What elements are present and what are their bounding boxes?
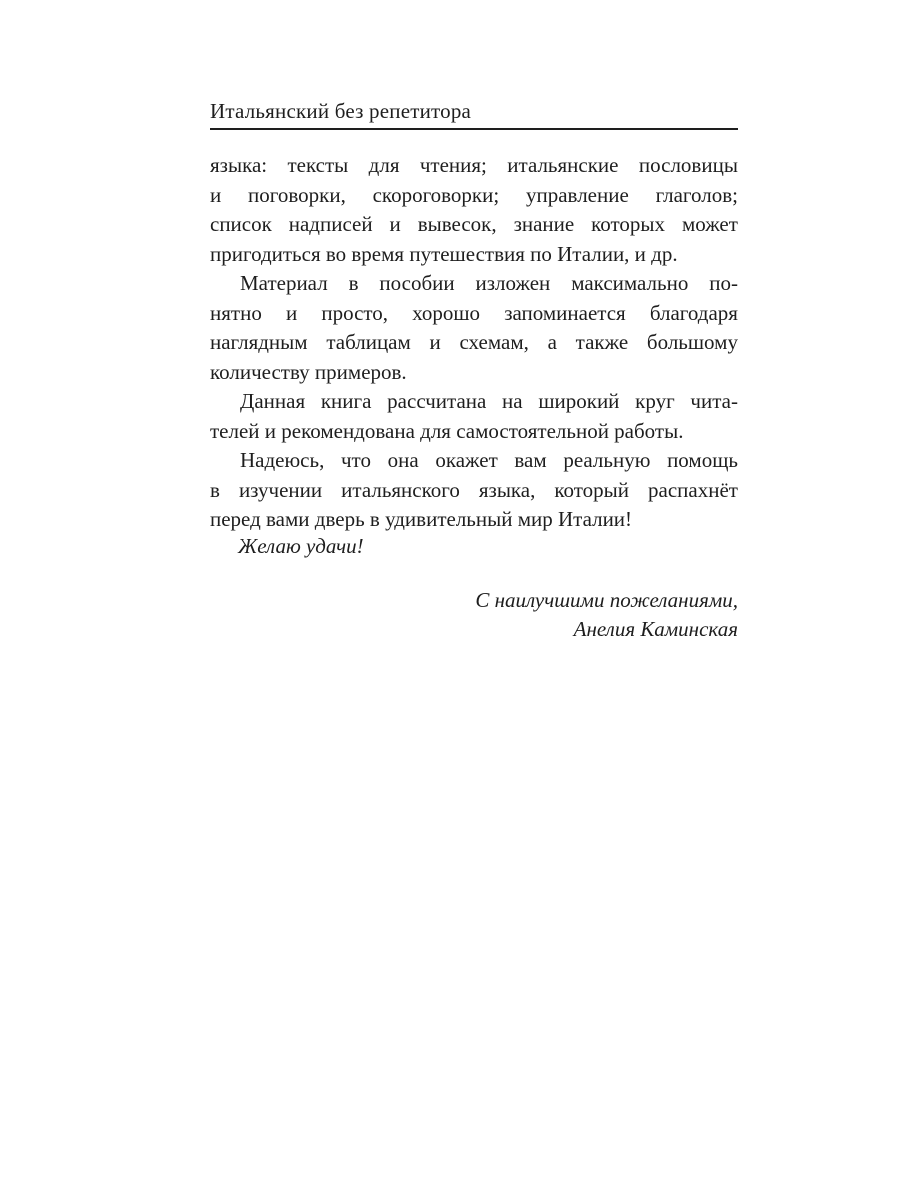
running-head: Итальянский без репетитора bbox=[210, 99, 472, 123]
text-line: количеству примеров. bbox=[210, 359, 407, 384]
text-line: Материал в пособии изложен максимально по- bbox=[240, 271, 738, 295]
text-line: наглядным таблицам и схемам, а также большому bbox=[210, 330, 738, 354]
signature-greeting: С наилучшими пожеланиями, bbox=[475, 588, 738, 612]
text-line: в изучении итальянского языка, который распахнёт bbox=[210, 477, 738, 502]
text-line: Данная книга рассчитана на широкий круг чита- bbox=[240, 389, 738, 413]
text-line: телей и рекомендована для самостоятельной работы. bbox=[210, 418, 684, 443]
text-line: список надписей и вывесок, знание которых может bbox=[210, 212, 738, 236]
signature-author: Анелия Каминская bbox=[573, 617, 738, 641]
text-line: и поговорки, скороговорки; управление глаголов; bbox=[210, 182, 738, 207]
body-text bbox=[210, 151, 738, 535]
text-line: нятно и просто, хорошо запоминается благодаря bbox=[210, 300, 738, 325]
paragraph bbox=[210, 269, 738, 387]
text-line: перед вами дверь в удивительный мир Италии! bbox=[210, 507, 633, 531]
closing-wish: Желаю удачи! bbox=[238, 534, 364, 558]
header-rule bbox=[210, 128, 738, 130]
paragraph bbox=[210, 151, 738, 269]
text-line: языка: тексты для чтения; итальянские пословицы bbox=[210, 153, 738, 177]
signature bbox=[475, 586, 738, 644]
paragraph bbox=[210, 387, 738, 446]
paragraph bbox=[210, 446, 738, 535]
text-line: пригодиться во время путешествия по Италии, и др. bbox=[210, 241, 678, 266]
text-line: Надеюсь, что она окажет вам реальную помощь bbox=[240, 448, 738, 472]
